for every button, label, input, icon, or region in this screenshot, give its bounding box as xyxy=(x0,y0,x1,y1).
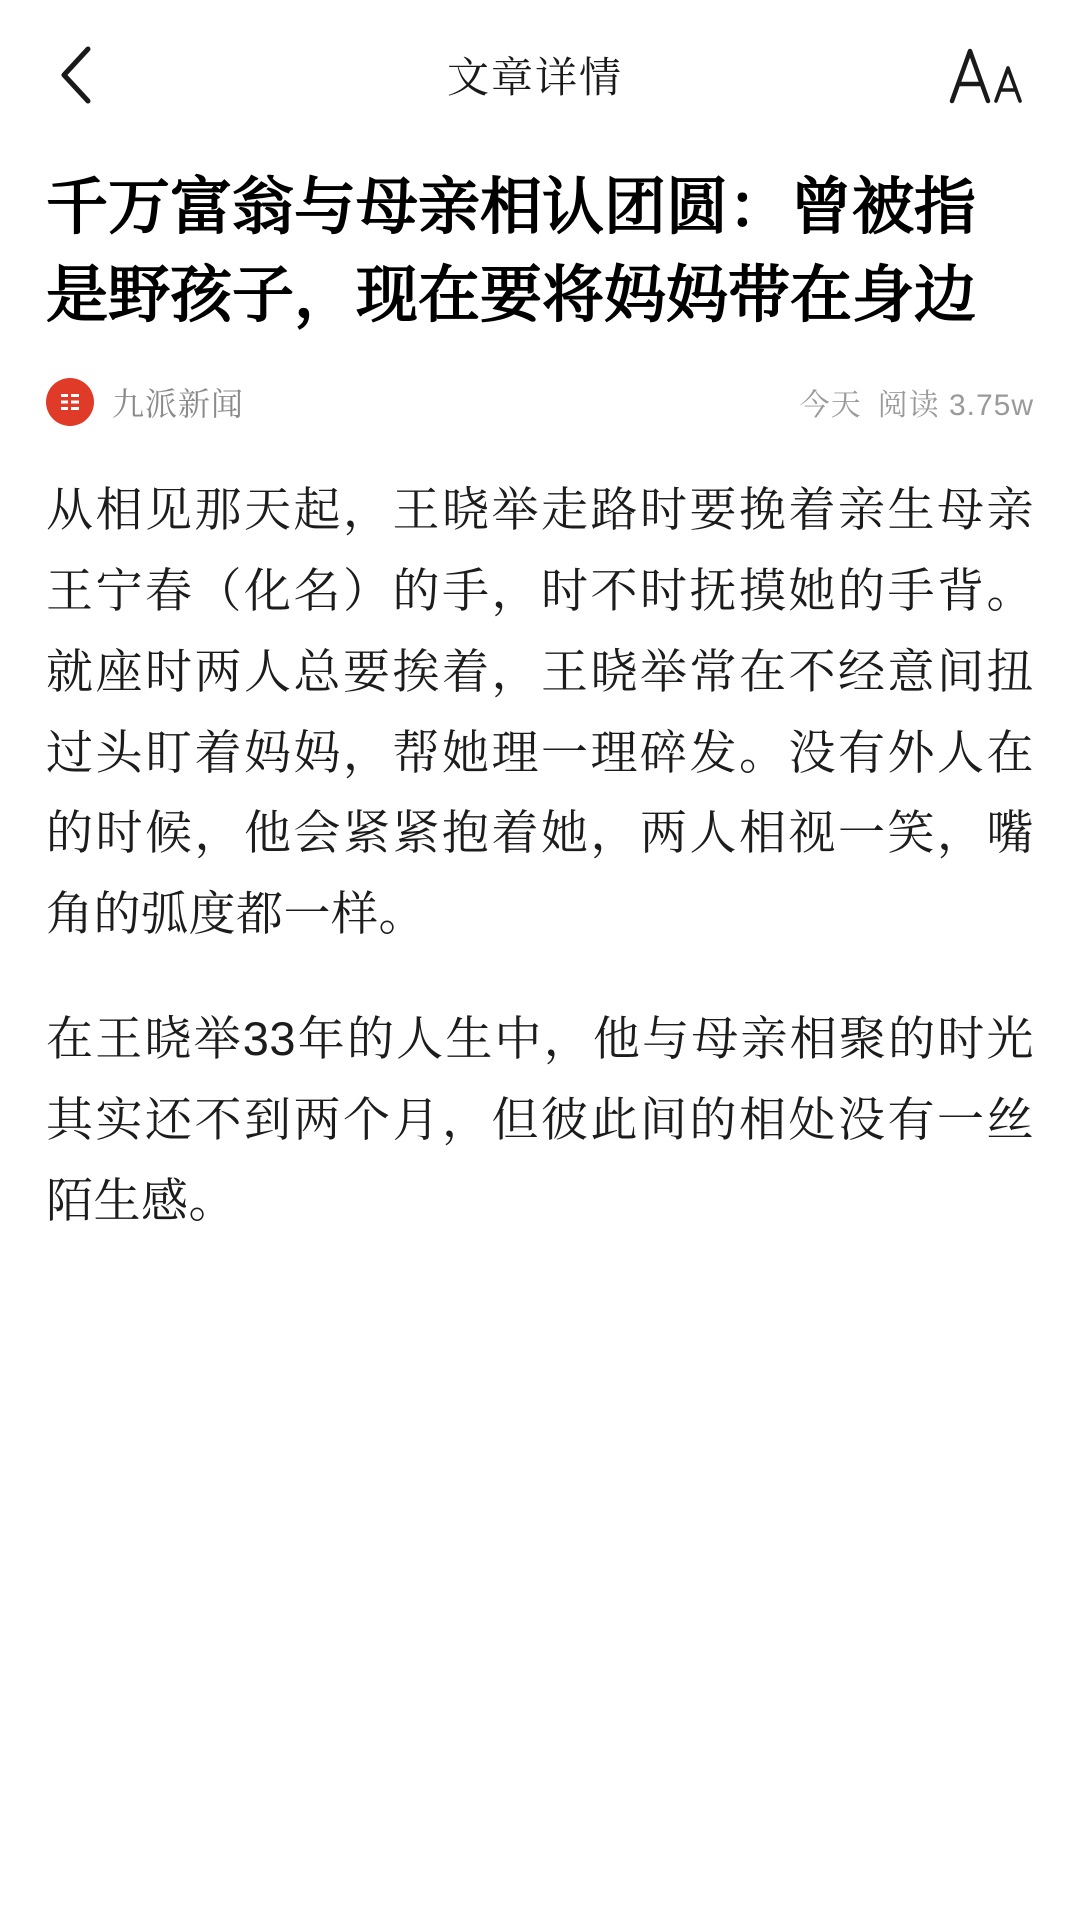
article-stats xyxy=(800,380,1034,424)
top-navigation-bar xyxy=(0,0,1080,150)
read-count: 阅读 3.75w xyxy=(877,389,1034,423)
publish-time: 今天 xyxy=(799,389,862,423)
page-title: 文章详情 xyxy=(446,54,623,101)
font-size-button[interactable] xyxy=(944,40,1024,110)
source-name: 九派新闻 xyxy=(112,386,245,423)
article-source[interactable] xyxy=(46,378,244,426)
chevron-left-icon xyxy=(56,43,96,107)
source-logo-icon xyxy=(46,378,94,426)
article-paragraph: 在王晓举33年的人生中，他与母亲相聚的时光其实还不到两个月，但彼此间的相处没有一丝陌生感。 xyxy=(46,1012,1034,1227)
article-title: 千万富翁与母亲相认团圆：曾被指是野孩子，现在要将妈妈带在身边 xyxy=(46,173,977,331)
font-size-icon xyxy=(946,43,1024,107)
article-body xyxy=(46,470,1034,1241)
article-container xyxy=(0,164,1080,1242)
article-meta-row xyxy=(46,378,1034,426)
article-paragraph: 从相见那天起，王晓举走路时要挽着亲生母亲王宁春（化名）的手，时不时抚摸她的手背。就座时两人总要挨着，王晓举常在不经意间扭过头盯着妈妈，帮她理一理碎发。没有外人在的时候，他会紧紧抱着她，两人相视一笑，嘴角的弧度都一样。 xyxy=(46,483,1034,941)
back-button[interactable] xyxy=(56,40,126,110)
